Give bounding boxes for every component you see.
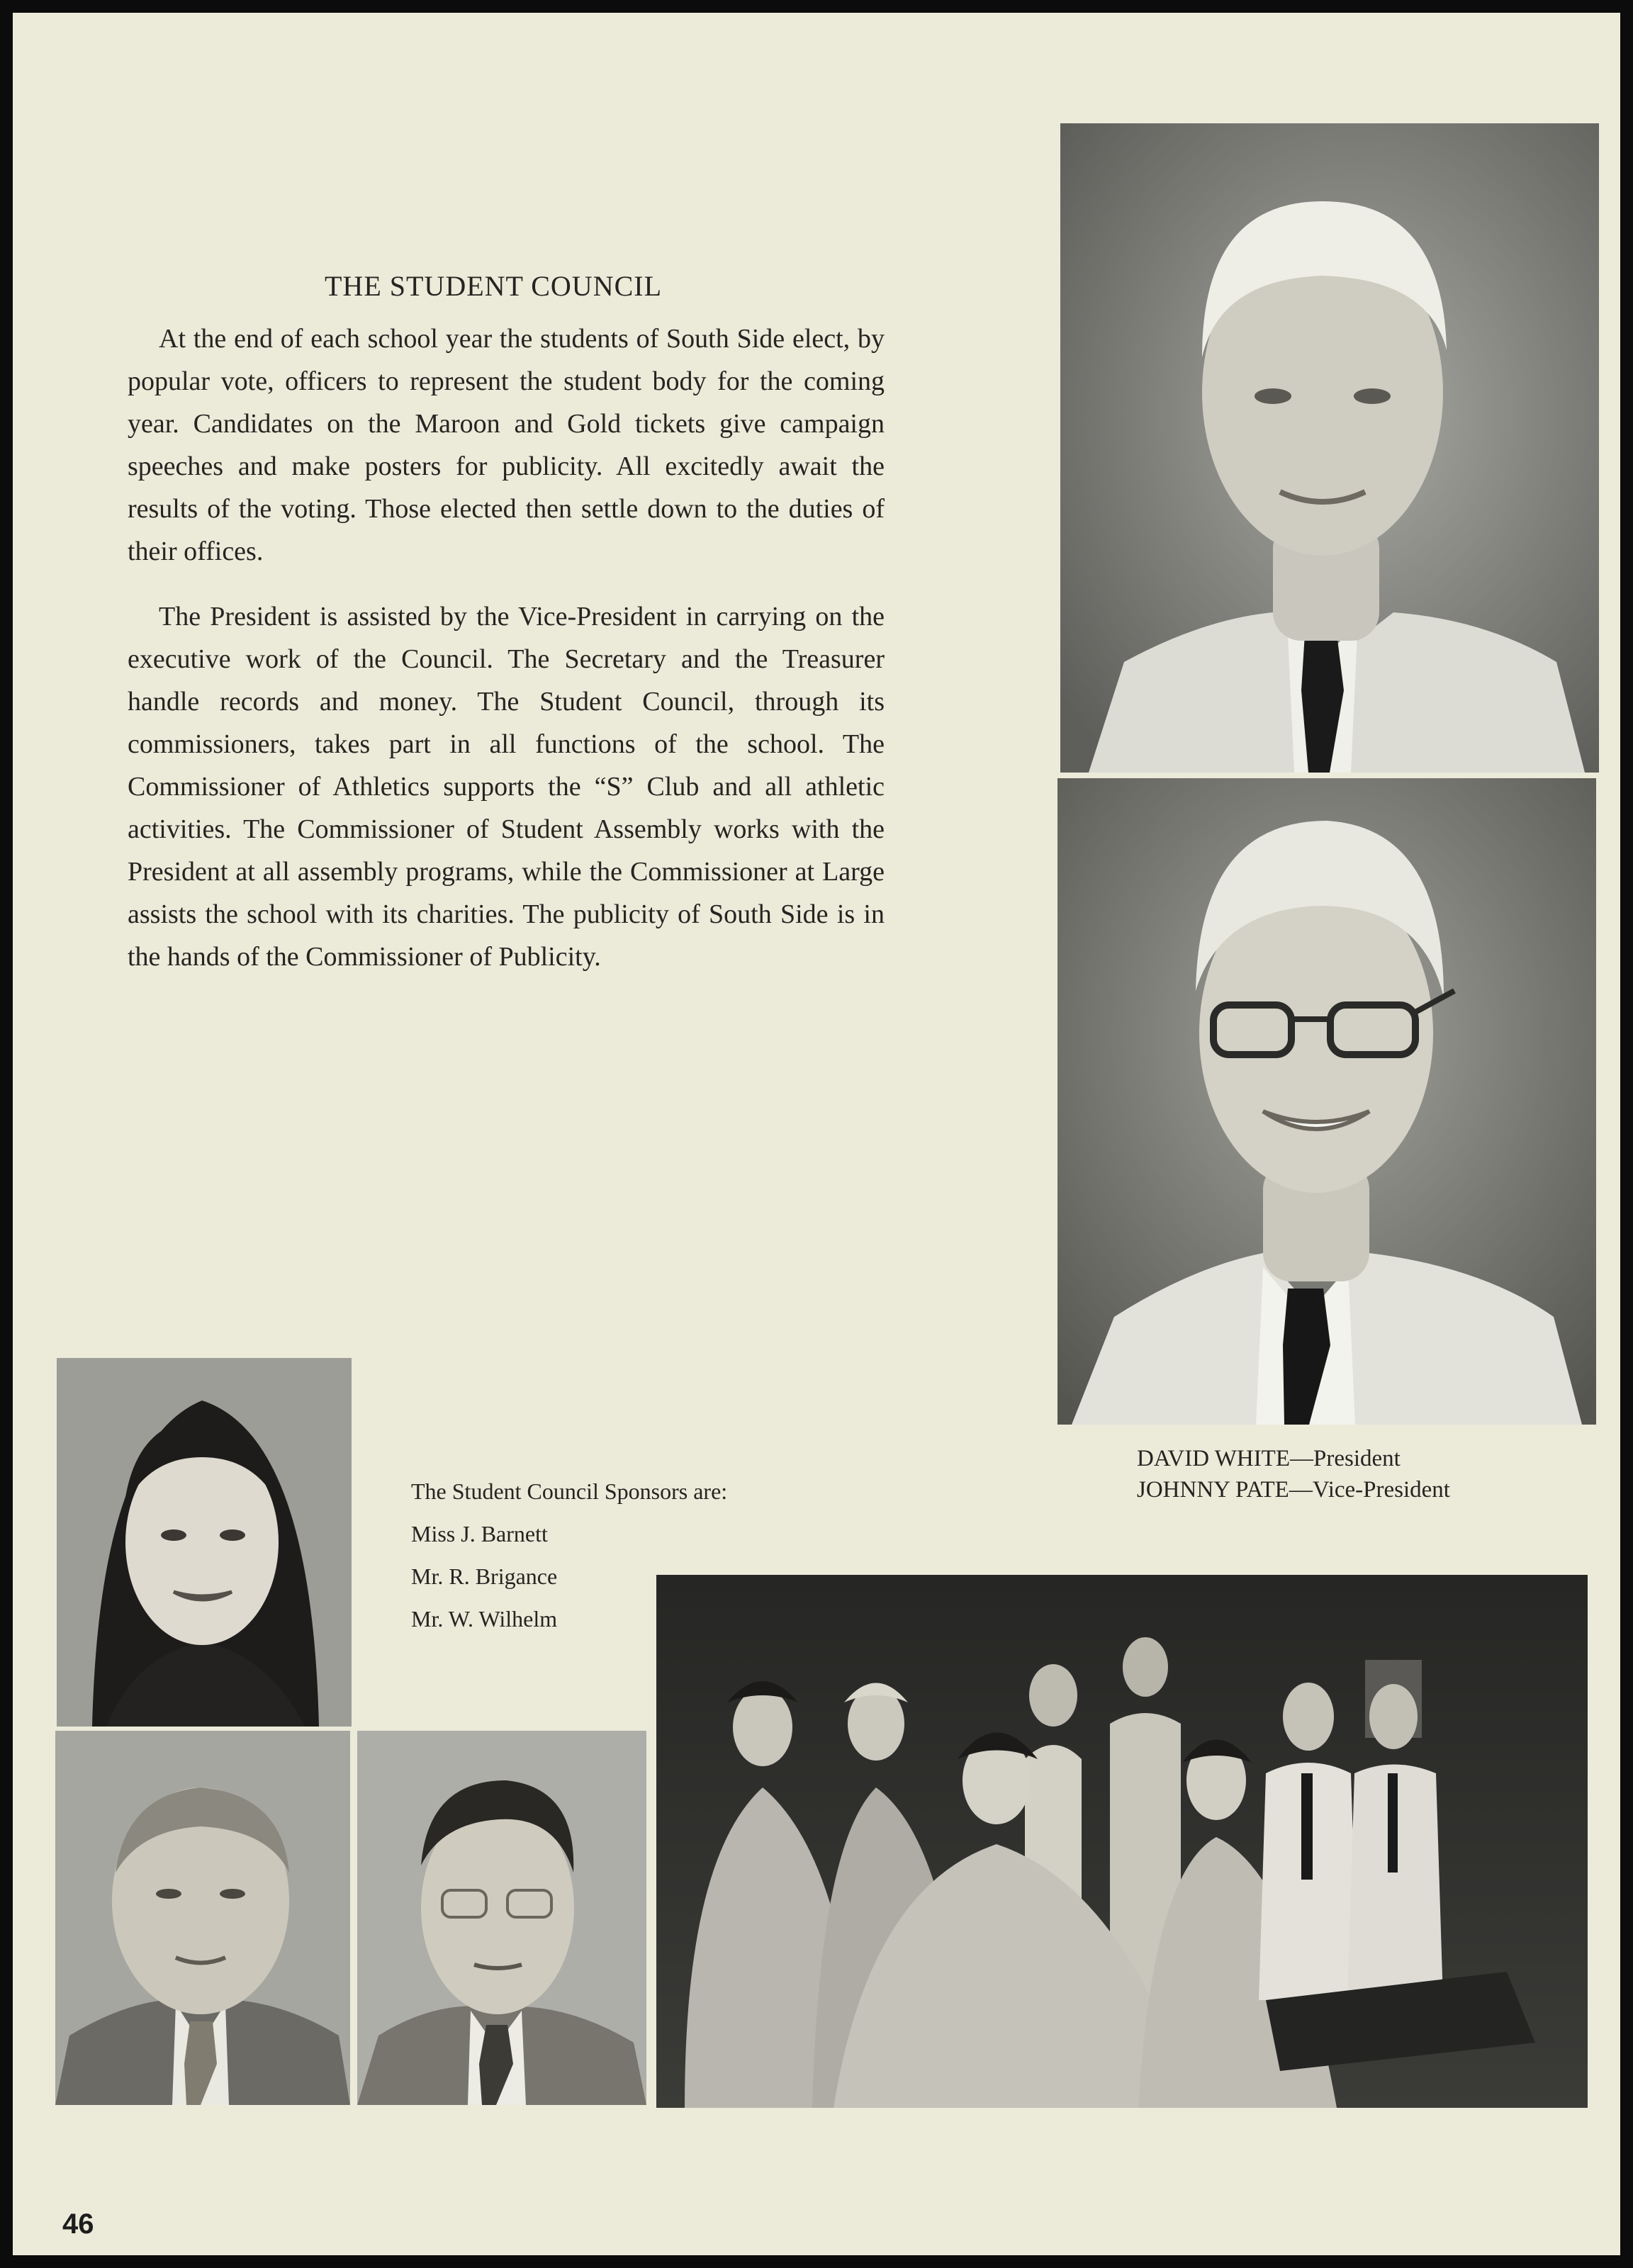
sponsor-barnett-photo — [57, 1358, 352, 1727]
vice-president-caption: JOHNNY PATE—Vice-President — [1137, 1477, 1450, 1503]
sponsor-brigance-photo — [55, 1731, 350, 2105]
president-portrait-photo — [1060, 123, 1599, 773]
sponsors-intro: The Student Council Sponsors are: — [411, 1478, 728, 1504]
officers-caption — [1137, 1443, 1534, 1505]
sponsor-name: Mr. R. Brigance — [411, 1564, 558, 1589]
sponsor-name: Miss J. Barnett — [411, 1521, 548, 1546]
vice-president-portrait-photo — [1057, 778, 1596, 1425]
body-paragraph-1: At the end of each school year the students of South Side elect, by popular vote, officers to represent the student body for the coming year. Candidates on the Maroon and Gold tickets give campaign speeches and make posters for publicity. All excitedly await the results of the voting. Those elected then settle down to the duties of their offices. — [128, 324, 885, 566]
yearbook-page — [13, 13, 1620, 2255]
body-paragraph-2: The President is assisted by the Vice-President in carrying on the executive work of the Council. The Secretary and the Treasurer handle records and money. The Student Council, through its commissioners, takes part in all functions of the school. The Commissioner of Athletics supports the “S” Club and all athletic activities. The Commissioner of Student Assembly works with the President at all assembly programs, while the Commissioner at Large assists the school with its charities. The publicity of South Side is in the hands of the Commissioner of Publicity. — [128, 602, 885, 972]
council-group-photo — [656, 1575, 1588, 2108]
sponsor-wilhelm-photo — [357, 1731, 646, 2105]
section-title: THE STUDENT COUNCIL — [325, 270, 663, 302]
page-number: 46 — [62, 2208, 94, 2240]
president-caption: DAVID WHITE—President — [1137, 1446, 1401, 1471]
sponsor-name: Mr. W. Wilhelm — [411, 1606, 558, 1632]
